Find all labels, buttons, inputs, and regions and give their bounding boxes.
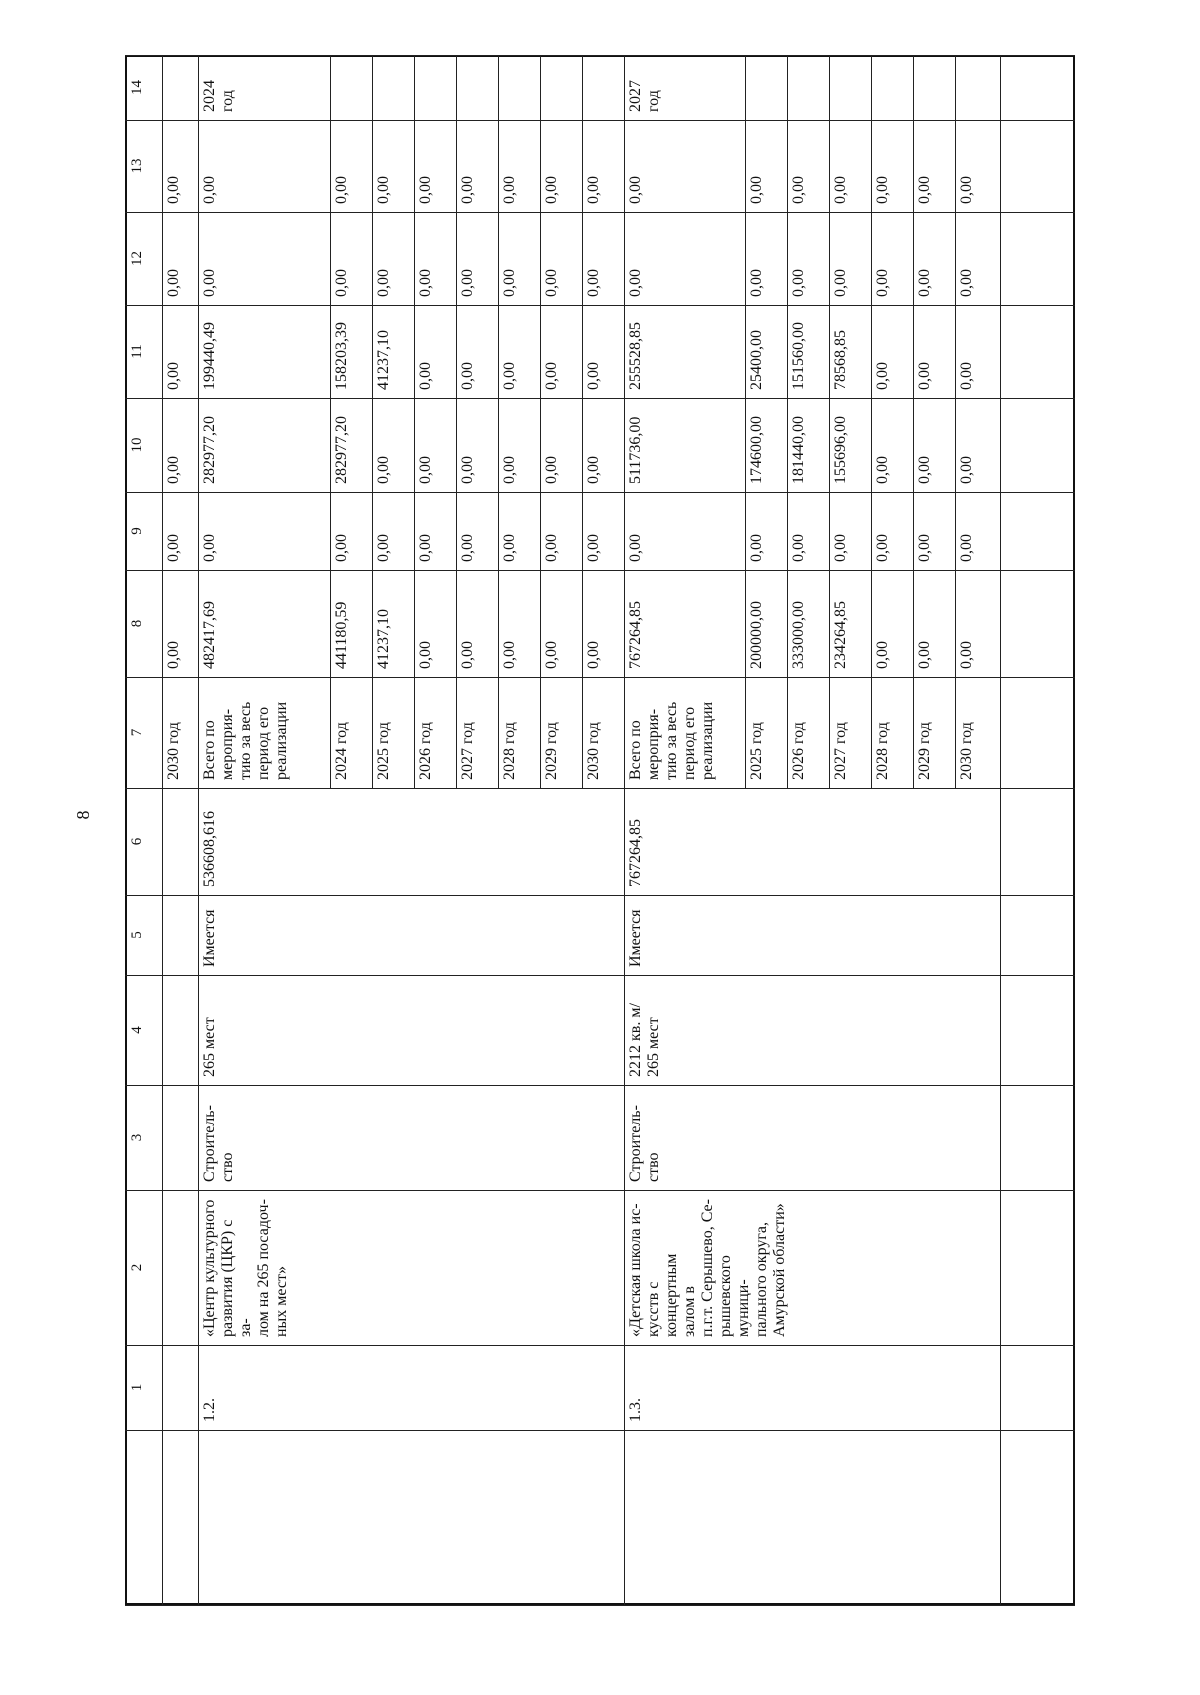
project-1-row-2-col-11: [787, 305, 829, 398]
project-0-row-1-col-11-text: 158203,39: [333, 322, 350, 390]
project-1-row-5-col-10-text: 0,00: [916, 456, 933, 484]
project-1-row-5-col-9: [913, 492, 955, 570]
project-1-row-1-col-8-text: 200000,00: [748, 601, 765, 669]
project-1-row-0-col-9: [624, 492, 745, 570]
project-0-row-3-col-10: [414, 398, 456, 492]
project-0-row-6-period-text: 2029 год: [543, 722, 560, 780]
project-1-row-3-col-8: [829, 570, 871, 677]
table-rule: [125, 1430, 1075, 1431]
project-0-row-5-col-12: [498, 212, 540, 305]
project-0-row-3-col-11-text: 0,00: [417, 362, 434, 390]
project-1-row-0-col-9-text: 0,00: [627, 534, 644, 562]
project-0-row-4-col-11: [456, 305, 498, 398]
column-header-3: [125, 1085, 162, 1190]
project-1-row-6-col-11-text: 0,00: [958, 362, 975, 390]
project-1-documentation-text: Имеется: [627, 909, 644, 967]
project-1-row-3-period: [829, 677, 871, 788]
project-0-type-text: Строитель- ство: [201, 1105, 236, 1182]
project-0-row-4-col-11-text: 0,00: [459, 362, 476, 390]
project-1-row-0-col-13-text: 0,00: [627, 176, 644, 204]
project-1-row-6-col-12-text: 0,00: [958, 269, 975, 297]
project-0-row-2-col-13-text: 0,00: [375, 176, 392, 204]
project-1-capacity: [624, 975, 1000, 1085]
project-0-row-5-col-9: [498, 492, 540, 570]
project-1-row-2-col-12-text: 0,00: [790, 269, 807, 297]
project-0-row-6-col-9: [540, 492, 582, 570]
project-1-row-2-col-12: [787, 212, 829, 305]
project-0-row-0-col-13-text: 0,00: [201, 176, 218, 204]
project-1-row-6-col-11: [955, 305, 1000, 398]
project-1-row-0-completion-year: [624, 55, 745, 120]
project-0-row-6-col-10-text: 0,00: [543, 456, 560, 484]
top-row-value-10-text: 0,00: [165, 456, 182, 484]
project-0-row-3-col-10-text: 0,00: [417, 456, 434, 484]
project-0-row-3-col-8: [414, 570, 456, 677]
project-1-row-6-col-10: [955, 398, 1000, 492]
project-0-row-4-col-13-text: 0,00: [459, 176, 476, 204]
project-0-row-6-period: [540, 677, 582, 788]
column-header-13-text: 13: [129, 158, 145, 174]
project-0-row-7-col-9: [582, 492, 624, 570]
project-0-row-6-col-8-text: 0,00: [543, 641, 560, 669]
project-0-row-7-col-8-text: 0,00: [585, 641, 602, 669]
project-1-row-2-col-11-text: 151560,00: [790, 322, 807, 390]
project-1-row-1-col-10-text: 174600,00: [748, 416, 765, 484]
project-1-row-4-col-8-text: 0,00: [874, 641, 891, 669]
project-1-row-3-col-9-text: 0,00: [832, 534, 849, 562]
project-0-row-7-col-12: [582, 212, 624, 305]
column-header-14: [125, 55, 162, 120]
column-header-6: [125, 788, 162, 895]
project-0-row-3-col-13-text: 0,00: [417, 176, 434, 204]
project-0-row-1-period: [330, 677, 372, 788]
project-1-row-5-period-text: 2029 год: [916, 722, 933, 780]
project-1-row-1-col-12: [745, 212, 787, 305]
project-1-row-3-col-11: [829, 305, 871, 398]
project-0-row-0-col-10: [198, 398, 330, 492]
project-1-row-1-period-text: 2025 год: [748, 722, 765, 780]
project-0-row-0-col-13: [198, 120, 330, 212]
project-1-row-2-col-8-text: 333000,00: [790, 601, 807, 669]
project-1-row-3-col-13: [829, 120, 871, 212]
column-header-9: [125, 492, 162, 570]
project-0-row-4-col-8-text: 0,00: [459, 641, 476, 669]
project-0-row-4-period: [456, 677, 498, 788]
project-0-row-0-period: [198, 677, 330, 788]
project-1-row-1-col-12-text: 0,00: [748, 269, 765, 297]
project-1-row-4-col-12-text: 0,00: [874, 269, 891, 297]
project-0-row-5-col-11-text: 0,00: [501, 362, 518, 390]
project-0-cost-text: 536608,616: [201, 811, 218, 887]
project-1-row-5-col-8-text: 0,00: [916, 641, 933, 669]
column-header-7: [125, 677, 162, 788]
project-0-row-6-col-11-text: 0,00: [543, 362, 560, 390]
column-header-1: [125, 1345, 162, 1430]
project-0-row-0-col-10-text: 282977,20: [201, 416, 218, 484]
project-0-row-4-period-text: 2027 год: [459, 722, 476, 780]
top-row-value-8: [162, 570, 198, 677]
project-0-row-1-col-8-text: 441180,59: [333, 601, 350, 669]
project-0-row-0-period-text: Всего по мероприя- тию за весь период его реализации: [201, 701, 290, 780]
project-0-row-2-col-12-text: 0,00: [375, 269, 392, 297]
project-0-row-2-col-12: [372, 212, 414, 305]
project-0-row-2-period-text: 2025 год: [375, 722, 392, 780]
project-0-name: [198, 1190, 624, 1345]
project-0-row-5-col-10: [498, 398, 540, 492]
project-1-row-2-col-13: [787, 120, 829, 212]
column-header-10-text: 10: [129, 437, 145, 453]
project-1-row-5-col-13: [913, 120, 955, 212]
project-0-name-text: «Центр культурного развития (ЦКР) с за- лом на 265 посадоч- ных мест»: [201, 1199, 290, 1337]
project-0-row-3-col-12-text: 0,00: [417, 269, 434, 297]
project-0-row-1-col-13: [330, 120, 372, 212]
project-0-row-2-col-9-text: 0,00: [375, 534, 392, 562]
table-rule: [125, 1605, 1075, 1606]
project-1-row-6-col-13: [955, 120, 1000, 212]
column-header-12-text: 12: [129, 251, 145, 266]
project-1-row-2-col-8: [787, 570, 829, 677]
project-1-row-6-col-10-text: 0,00: [958, 456, 975, 484]
project-1-row-6-col-8-text: 0,00: [958, 641, 975, 669]
column-header-7-text: 7: [129, 728, 145, 737]
project-1-row-3-col-10: [829, 398, 871, 492]
project-0-row-3-col-11: [414, 305, 456, 398]
project-1-row-3-col-12-text: 0,00: [832, 269, 849, 297]
project-0-row-1-col-10: [330, 398, 372, 492]
project-1-row-1-col-11: [745, 305, 787, 398]
project-1-row-4-col-8: [871, 570, 913, 677]
project-0-row-1-col-9-text: 0,00: [333, 534, 350, 562]
project-0-row-7-col-8: [582, 570, 624, 677]
project-0-row-1-col-9: [330, 492, 372, 570]
project-0-row-1-col-8: [330, 570, 372, 677]
column-header-6-text: 6: [129, 837, 145, 846]
project-0-row-6-col-13: [540, 120, 582, 212]
project-1-row-4-col-9: [871, 492, 913, 570]
project-0-row-6-col-9-text: 0,00: [543, 534, 560, 562]
top-row-period: [162, 677, 198, 788]
project-1-row-3-col-10-text: 155696,00: [832, 416, 849, 484]
project-0-row-5-col-10-text: 0,00: [501, 456, 518, 484]
project-0-row-5-col-8-text: 0,00: [501, 641, 518, 669]
top-row-value-8-text: 0,00: [165, 641, 182, 669]
project-1-row-4-col-11: [871, 305, 913, 398]
project-0-row-0-col-12: [198, 212, 330, 305]
project-0-number: [198, 1345, 624, 1430]
project-1-type: [624, 1085, 1000, 1190]
top-row-value-9-text: 0,00: [165, 534, 182, 562]
project-1-number: [624, 1345, 1000, 1430]
project-0-row-6-col-10: [540, 398, 582, 492]
project-0-row-3-period-text: 2026 год: [417, 722, 434, 780]
project-1-row-1-col-9-text: 0,00: [748, 534, 765, 562]
project-0-number-text: 1.2.: [201, 1398, 218, 1422]
project-1-name: [624, 1190, 1000, 1345]
project-1-row-2-col-13-text: 0,00: [790, 176, 807, 204]
project-0-row-4-col-9: [456, 492, 498, 570]
project-0-row-6-col-12-text: 0,00: [543, 269, 560, 297]
top-row-value-11-text: 0,00: [165, 362, 182, 390]
project-1-row-5-col-10: [913, 398, 955, 492]
project-0-row-0-col-11-text: 199440,49: [201, 322, 218, 390]
project-0-row-7-col-10: [582, 398, 624, 492]
top-row-period-text: 2030 год: [165, 722, 182, 780]
project-1-row-1-col-13: [745, 120, 787, 212]
project-1-row-0-completion-year-text: 2027 год: [627, 80, 662, 112]
project-1-row-5-col-12: [913, 212, 955, 305]
project-0-row-7-period-text: 2030 год: [585, 722, 602, 780]
project-1-row-5-col-11: [913, 305, 955, 398]
project-1-row-2-col-9-text: 0,00: [790, 534, 807, 562]
project-1-row-6-col-12: [955, 212, 1000, 305]
project-0-row-1-col-12-text: 0,00: [333, 269, 350, 297]
project-0-row-0-col-9-text: 0,00: [201, 534, 218, 562]
project-1-row-1-col-13-text: 0,00: [748, 176, 765, 204]
project-0-row-2-col-10: [372, 398, 414, 492]
project-0-row-7-col-9-text: 0,00: [585, 534, 602, 562]
project-1-row-3-col-12: [829, 212, 871, 305]
project-0-row-7-col-10-text: 0,00: [585, 456, 602, 484]
project-0-row-5-col-12-text: 0,00: [501, 269, 518, 297]
table-rule: [1000, 55, 1001, 1605]
project-1-row-4-period: [871, 677, 913, 788]
project-1-row-6-col-8: [955, 570, 1000, 677]
top-row-value-11: [162, 305, 198, 398]
project-0-row-5-col-8: [498, 570, 540, 677]
project-1-row-5-col-13-text: 0,00: [916, 176, 933, 204]
project-1-row-5-col-12-text: 0,00: [916, 269, 933, 297]
project-0-row-0-col-12-text: 0,00: [201, 269, 218, 297]
project-1-row-6-col-13-text: 0,00: [958, 176, 975, 204]
project-1-row-2-period-text: 2026 год: [790, 722, 807, 780]
project-1-row-5-period: [913, 677, 955, 788]
project-1-row-0-col-10: [624, 398, 745, 492]
project-0-row-1-col-13-text: 0,00: [333, 176, 350, 204]
project-0-row-4-col-12: [456, 212, 498, 305]
project-1-row-3-col-8-text: 234264,85: [832, 601, 849, 669]
project-1-row-5-col-9-text: 0,00: [916, 534, 933, 562]
project-0-row-1-col-11: [330, 305, 372, 398]
project-0-row-5-period: [498, 677, 540, 788]
column-header-8-text: 8: [129, 619, 145, 628]
project-1-row-4-col-12: [871, 212, 913, 305]
project-0-row-5-col-9-text: 0,00: [501, 534, 518, 562]
project-1-cost-text: 767264,85: [627, 819, 644, 887]
project-1-name-text: «Детская школа ис- кусств с концертным залом в п.г.т. Серышево, Се- рышевского муници- пального округа, Амурской области»: [627, 1199, 788, 1337]
top-row-value-13: [162, 120, 198, 212]
project-0-row-2-col-11-text: 41237,10: [375, 330, 392, 390]
page-number: 8: [73, 810, 93, 820]
project-0-documentation: [198, 895, 624, 975]
project-1-row-0-col-12: [624, 212, 745, 305]
top-row-value-12: [162, 212, 198, 305]
project-1-row-5-col-8: [913, 570, 955, 677]
project-1-row-0-period-text: Всего по мероприя- тию за весь период его реализации: [627, 701, 716, 780]
project-1-row-0-col-12-text: 0,00: [627, 269, 644, 297]
project-0-row-4-col-12-text: 0,00: [459, 269, 476, 297]
project-0-row-7-col-11-text: 0,00: [585, 362, 602, 390]
project-0-row-4-col-9-text: 0,00: [459, 534, 476, 562]
project-1-row-4-col-10-text: 0,00: [874, 456, 891, 484]
column-header-9-text: 9: [129, 527, 145, 535]
project-1-row-2-col-10: [787, 398, 829, 492]
project-1-row-6-col-9-text: 0,00: [958, 534, 975, 562]
project-1-row-1-col-9: [745, 492, 787, 570]
top-row-value-9: [162, 492, 198, 570]
column-header-13: [125, 120, 162, 212]
project-0-row-0-col-9: [198, 492, 330, 570]
column-header-3-text: 3: [129, 1133, 145, 1142]
project-0-row-2-col-10-text: 0,00: [375, 456, 392, 484]
project-0-row-0-col-11: [198, 305, 330, 398]
project-0-cost: [198, 788, 624, 895]
project-1-row-1-period: [745, 677, 787, 788]
project-0-documentation-text: Имеется: [201, 909, 218, 967]
project-0-row-5-period-text: 2028 год: [501, 722, 518, 780]
project-0-row-1-col-12: [330, 212, 372, 305]
project-0-row-4-col-10-text: 0,00: [459, 456, 476, 484]
project-0-row-5-col-13: [498, 120, 540, 212]
project-1-row-1-col-10: [745, 398, 787, 492]
project-0-row-3-col-9: [414, 492, 456, 570]
project-0-row-0-col-8: [198, 570, 330, 677]
top-row-value-13-text: 0,00: [165, 176, 182, 204]
project-0-row-7-period: [582, 677, 624, 788]
project-1-row-3-period-text: 2027 год: [832, 722, 849, 780]
project-0-row-3-col-12: [414, 212, 456, 305]
project-0-row-4-col-8: [456, 570, 498, 677]
project-0-row-2-col-8-text: 41237,10: [375, 609, 392, 669]
project-1-row-1-col-8: [745, 570, 787, 677]
column-header-8: [125, 570, 162, 677]
project-0-row-5-col-11: [498, 305, 540, 398]
project-0-row-6-col-11: [540, 305, 582, 398]
project-1-row-3-col-9: [829, 492, 871, 570]
project-0-capacity: [198, 975, 624, 1085]
project-0-row-3-col-9-text: 0,00: [417, 534, 434, 562]
project-1-row-3-col-13-text: 0,00: [832, 176, 849, 204]
project-0-row-2-col-11: [372, 305, 414, 398]
project-0-row-0-col-8-text: 482417,69: [201, 601, 218, 669]
project-0-row-4-col-10: [456, 398, 498, 492]
project-0-row-2-period: [372, 677, 414, 788]
project-0-row-6-col-8: [540, 570, 582, 677]
column-header-10: [125, 398, 162, 492]
column-header-5: [125, 895, 162, 975]
project-1-type-text: Строитель- ство: [627, 1105, 662, 1182]
column-header-11: [125, 305, 162, 398]
project-0-row-7-col-12-text: 0,00: [585, 269, 602, 297]
column-header-2: [125, 1190, 162, 1345]
project-1-row-4-col-13: [871, 120, 913, 212]
project-1-documentation: [624, 895, 1000, 975]
project-0-row-0-completion-year-text: 2024 год: [201, 80, 236, 112]
project-1-row-4-col-9-text: 0,00: [874, 534, 891, 562]
project-1-row-6-col-9: [955, 492, 1000, 570]
top-row-value-12-text: 0,00: [165, 269, 182, 297]
project-1-number-text: 1.3.: [627, 1398, 644, 1422]
project-1-row-2-period: [787, 677, 829, 788]
column-header-4: [125, 975, 162, 1085]
project-1-row-0-col-13: [624, 120, 745, 212]
project-0-row-2-col-8: [372, 570, 414, 677]
project-0-row-2-col-9: [372, 492, 414, 570]
column-header-5-text: 5: [129, 931, 145, 939]
project-0-row-7-col-13-text: 0,00: [585, 176, 602, 204]
project-1-row-3-col-11-text: 78568,85: [832, 330, 849, 390]
project-0-row-0-completion-year: [198, 55, 330, 120]
project-1-row-4-col-11-text: 0,00: [874, 362, 891, 390]
project-0-row-3-col-8-text: 0,00: [417, 641, 434, 669]
project-0-row-3-col-13: [414, 120, 456, 212]
project-1-row-6-period: [955, 677, 1000, 788]
project-1-row-2-col-9: [787, 492, 829, 570]
project-1-capacity-text: 2212 кв. м/ 265 мест: [627, 1003, 662, 1077]
project-0-row-3-period: [414, 677, 456, 788]
project-1-row-4-col-10: [871, 398, 913, 492]
project-0-row-6-col-13-text: 0,00: [543, 176, 560, 204]
column-header-4-text: 4: [129, 1026, 145, 1034]
project-0-row-1-period-text: 2024 год: [333, 722, 350, 780]
project-1-row-0-col-11: [624, 305, 745, 398]
project-0-row-4-col-13: [456, 120, 498, 212]
project-1-row-5-col-11-text: 0,00: [916, 362, 933, 390]
project-1-cost: [624, 788, 1000, 895]
column-header-12: [125, 212, 162, 305]
column-header-2-text: 2: [129, 1263, 145, 1272]
project-1-row-1-col-11-text: 25400,00: [748, 330, 765, 390]
project-0-type: [198, 1085, 624, 1190]
project-0-row-7-col-11: [582, 305, 624, 398]
project-0-row-6-col-12: [540, 212, 582, 305]
project-1-row-0-col-8-text: 767264,85: [627, 601, 644, 669]
project-1-row-0-col-11-text: 255528,85: [627, 322, 644, 390]
column-header-1-text: 1: [129, 1383, 145, 1392]
project-1-row-0-col-8: [624, 570, 745, 677]
project-0-row-7-col-13: [582, 120, 624, 212]
project-1-row-4-col-13-text: 0,00: [874, 176, 891, 204]
project-0-row-1-col-10-text: 282977,20: [333, 416, 350, 484]
project-0-row-5-col-13-text: 0,00: [501, 176, 518, 204]
project-1-row-0-period: [624, 677, 745, 788]
top-row-value-10: [162, 398, 198, 492]
column-header-11-text: 11: [129, 344, 145, 359]
project-1-row-0-col-10-text: 511736,00: [627, 416, 644, 484]
project-1-row-6-period-text: 2030 год: [958, 722, 975, 780]
project-0-row-2-col-13: [372, 120, 414, 212]
project-1-row-4-period-text: 2028 год: [874, 722, 891, 780]
column-header-14-text: 14: [129, 80, 145, 95]
project-1-row-2-col-10-text: 181440,00: [790, 416, 807, 484]
project-0-capacity-text: 265 мест: [201, 1017, 218, 1077]
